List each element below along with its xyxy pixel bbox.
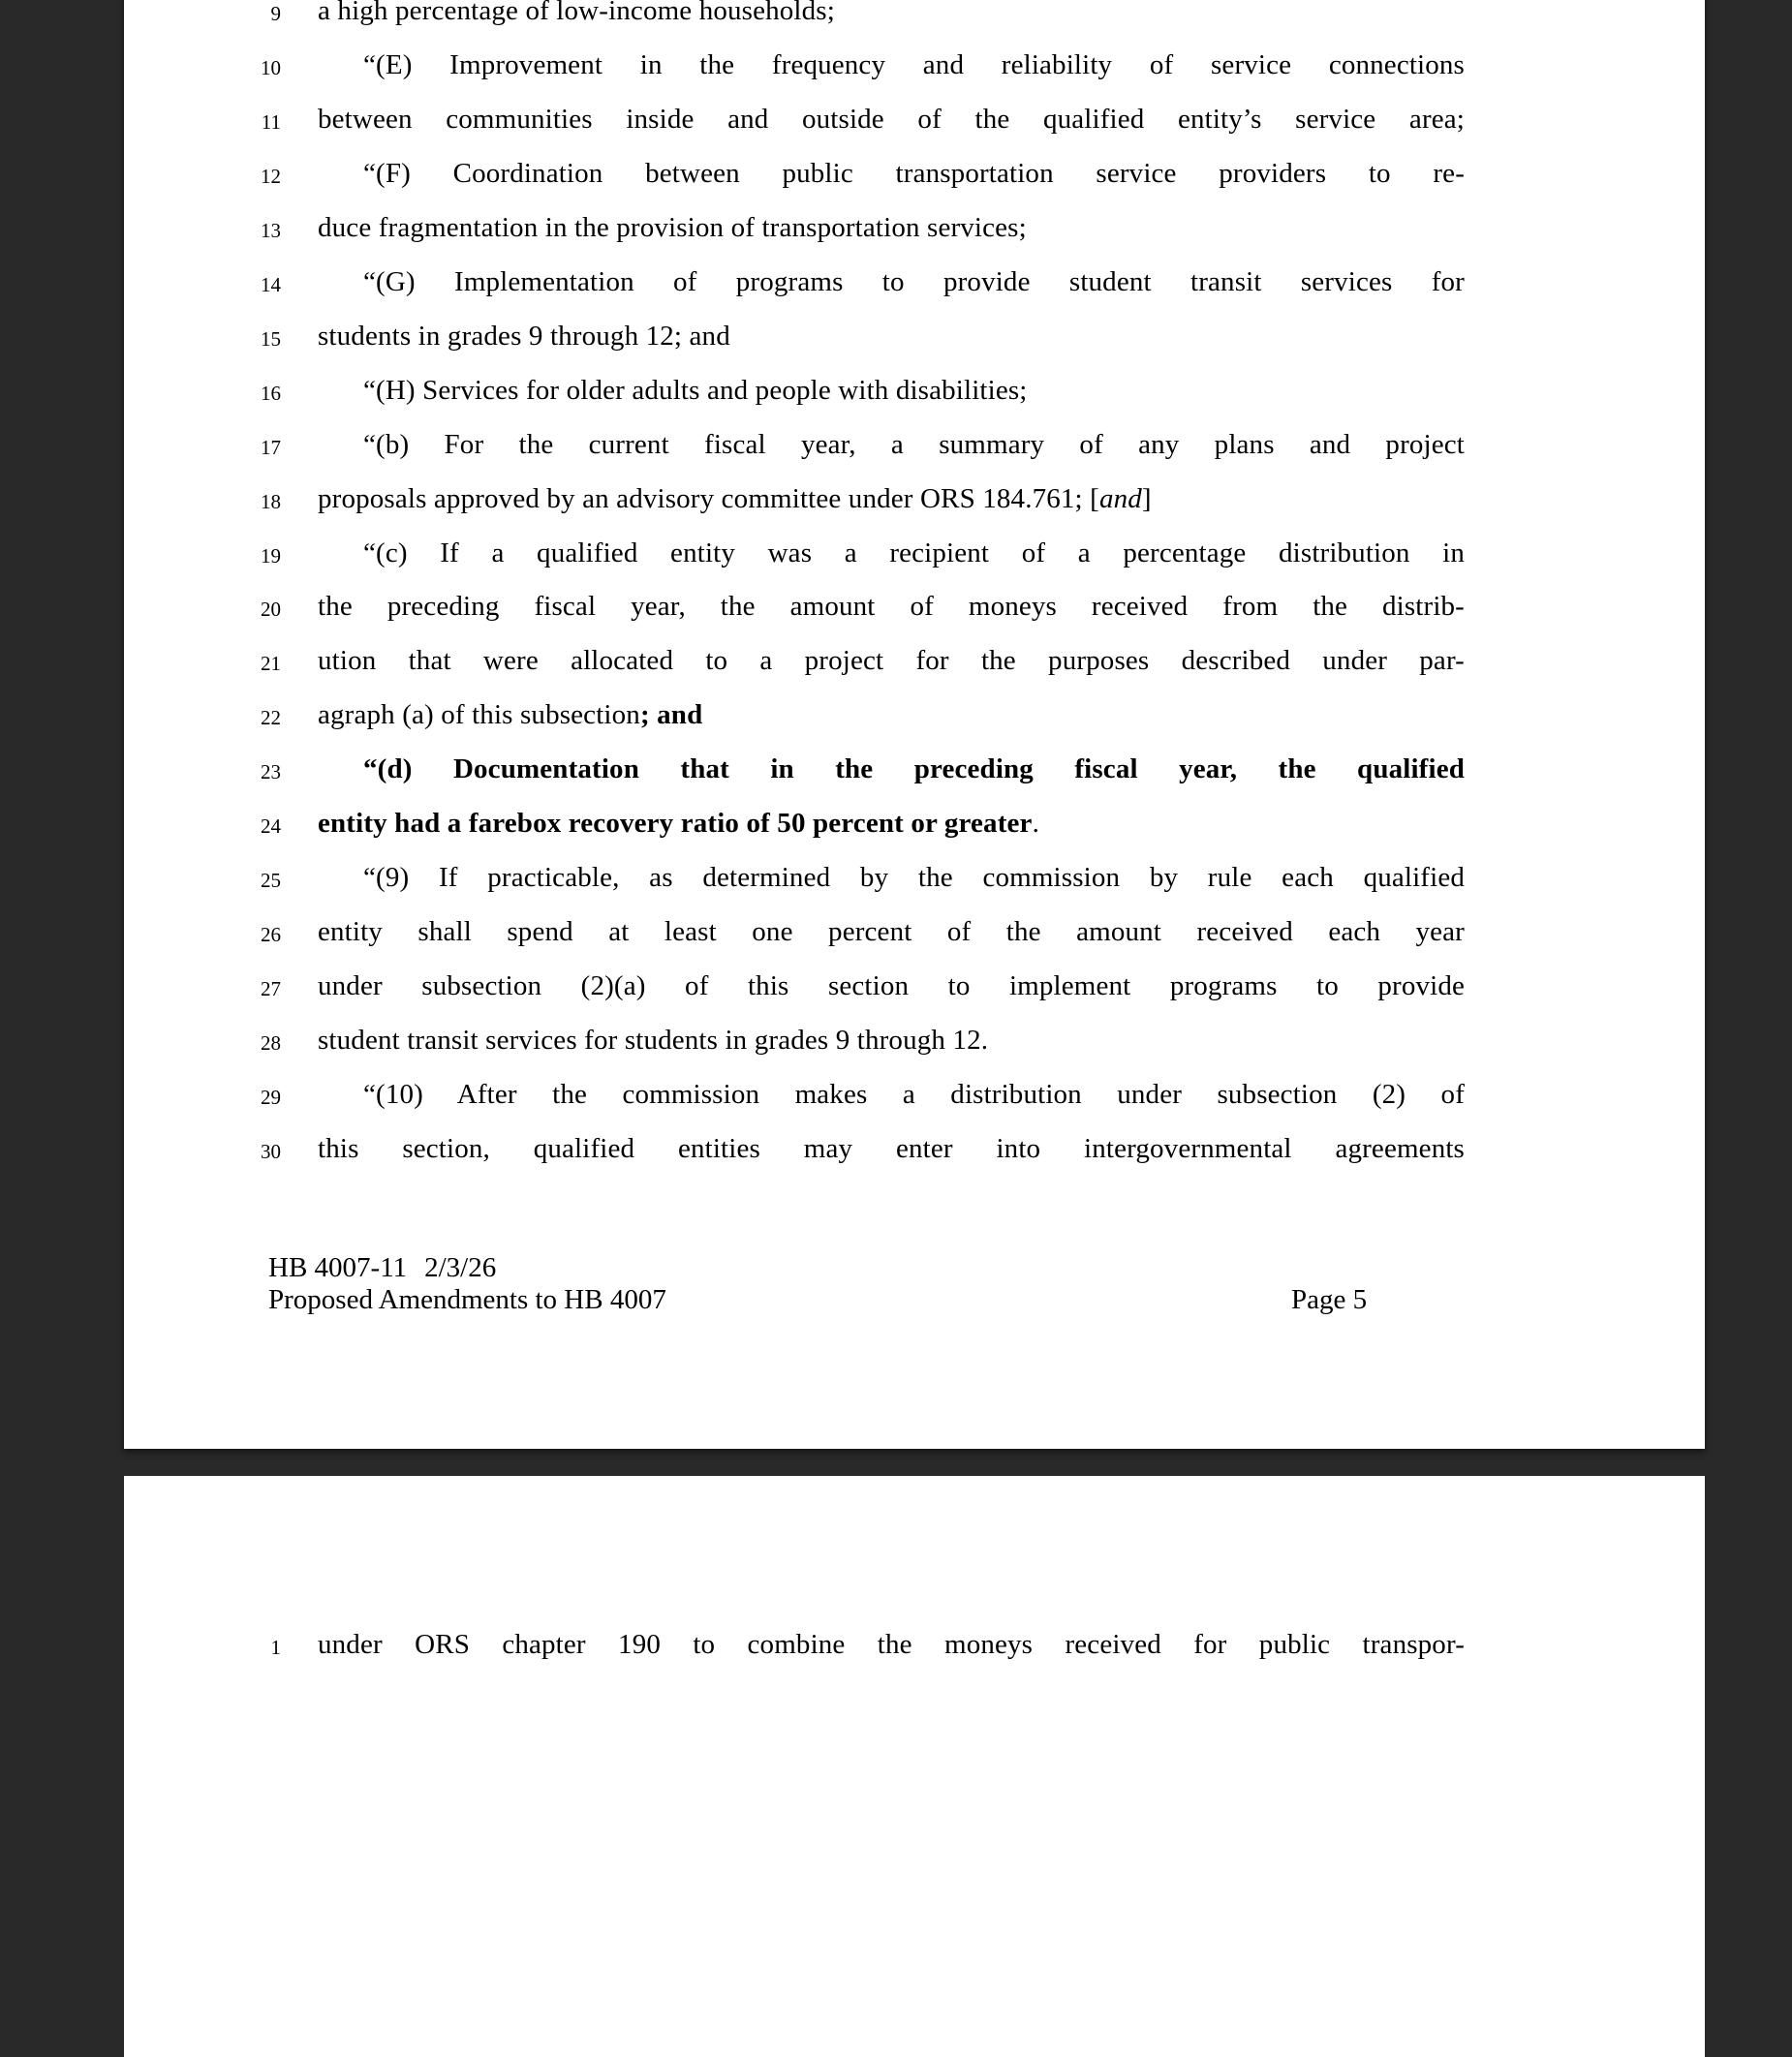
line-text	[363, 374, 1465, 406]
document-line	[124, 211, 1705, 268]
text-run: under subsection (2)(a) of this section to implement programs to provide	[318, 970, 1465, 1002]
document-line	[124, 864, 1705, 918]
line-number: 29	[261, 1086, 281, 1109]
page-footer	[268, 1252, 666, 1316]
text-run: agraph (a) of this subsection	[318, 699, 640, 731]
document-line	[124, 701, 1705, 755]
line-number: 10	[261, 55, 281, 79]
footer-title: Proposed Amendments to HB 4007	[268, 1284, 666, 1315]
text-run: .	[1032, 808, 1039, 840]
text-run: “(9) If practicable, as determined by the commission by rule each qualified	[363, 862, 1465, 894]
line-number: 21	[261, 652, 281, 676]
document-line	[124, 647, 1705, 701]
line-number: 12	[261, 164, 281, 188]
document-line	[124, 48, 1705, 106]
line-text	[318, 1132, 1465, 1164]
line-text	[318, 322, 1465, 351]
line-number: 26	[261, 923, 281, 947]
line-text	[318, 972, 1465, 1000]
line-text	[363, 864, 1465, 892]
line-text	[363, 265, 1465, 297]
inserted-text: entity had a farebox recovery ratio of 50 percent or greater	[318, 808, 1033, 840]
text-run: student transit services for students in grades 9 through 12.	[318, 1025, 989, 1057]
line-number: 15	[261, 326, 281, 351]
document-line	[124, 157, 1705, 214]
text-run: “(c) If a qualified entity was a recipient of a percentage distribution in	[363, 537, 1465, 568]
document-line	[124, 428, 1705, 485]
line-number: 30	[261, 1139, 281, 1163]
line-text	[363, 428, 1465, 460]
line-number: 16	[261, 381, 281, 405]
text-run: ution that were allocated to a project for the purposes described under par-	[318, 645, 1465, 677]
line-number: 1	[270, 1636, 281, 1659]
text-run: “(10) After the commission makes a distribution under subsection (2) of	[363, 1079, 1465, 1110]
line-number: 25	[261, 869, 281, 893]
text-run: students in grades 9 through 12; and	[318, 320, 730, 352]
line-number: 9	[270, 2, 281, 25]
line-text	[363, 1081, 1465, 1109]
text-run: “(E) Improvement in the frequency and reliability of service connections	[363, 48, 1465, 80]
document-line	[124, 482, 1705, 539]
footer-page-number: Page 5	[1291, 1284, 1368, 1315]
line-number: 27	[261, 977, 281, 1001]
line-number: 18	[261, 489, 281, 513]
line-number: 28	[261, 1031, 281, 1056]
line-text	[318, 810, 1465, 838]
document-line	[124, 1027, 1705, 1081]
line-text	[363, 48, 1465, 80]
text-run: entity shall spend at least one percent of the amount received each year	[318, 916, 1465, 948]
line-text	[318, 1027, 1465, 1055]
line-number: 22	[261, 706, 281, 730]
document-line	[124, 972, 1705, 1027]
text-run: duce fragmentation in the provision of transportation services;	[318, 211, 1027, 243]
document-line	[124, 918, 1705, 972]
text-run: the preceding fiscal year, the amount of moneys received from the distrib-	[318, 591, 1465, 623]
line-text	[318, 211, 1465, 243]
line-number: 14	[261, 272, 281, 296]
document-line	[124, 265, 1705, 322]
document-line	[124, 755, 1705, 810]
text-run: “(G) Implementation of programs to provide student transit services for	[363, 265, 1465, 297]
document-line	[124, 539, 1705, 594]
text-run: proposals approved by an advisory committee under ORS 184.761; [	[318, 482, 1099, 514]
line-text	[318, 918, 1465, 946]
line-number: 17	[261, 435, 281, 459]
document-page-6	[124, 1476, 1705, 2057]
line-text	[318, 1631, 1465, 1659]
footer-bill-id: HB 4007-11	[268, 1252, 408, 1283]
text-run: “(H) Services for older adults and people with disabilities;	[363, 374, 1028, 406]
text-run: “(b) For the current fiscal year, a summary of any plans and project	[363, 428, 1465, 460]
line-text	[318, 482, 1465, 514]
footer-bill-line	[268, 1252, 666, 1284]
line-text	[363, 755, 1465, 783]
text-run: under ORS chapter 190 to combine the moneys received for public transpor-	[318, 1629, 1465, 1660]
line-text	[318, 701, 1465, 729]
document-line	[124, 593, 1705, 647]
text-run: ]	[1141, 482, 1152, 514]
line-text	[318, 593, 1465, 621]
document-line	[124, 810, 1705, 864]
line-number: 20	[261, 598, 281, 622]
document-line	[124, 374, 1705, 431]
deleted-text: and	[1098, 482, 1142, 514]
document-line	[124, 0, 1705, 51]
document-line	[124, 1132, 1705, 1189]
line-number: 19	[261, 543, 281, 568]
text-run: a high percentage of low-income households;	[318, 0, 835, 26]
document-page-5	[124, 0, 1705, 1449]
line-number: 13	[261, 218, 281, 242]
document-line	[124, 1631, 1705, 1685]
document-line	[124, 1081, 1705, 1135]
line-number: 24	[261, 814, 281, 839]
text-run: this section, qualified entities may enter into intergovernmental agreements	[318, 1132, 1465, 1164]
footer-date: 2/3/26	[424, 1252, 497, 1283]
line-number: 23	[261, 760, 281, 784]
inserted-text: “(d) Documentation that in the preceding fiscal year, the qualified	[363, 753, 1465, 785]
text-run: “(F) Coordination between public transportation service providers to re-	[363, 157, 1465, 189]
line-text	[318, 647, 1465, 675]
document-line	[124, 103, 1705, 160]
line-number: 11	[261, 109, 281, 134]
line-text	[363, 157, 1465, 189]
line-text	[363, 539, 1465, 568]
document-line	[124, 322, 1705, 377]
line-text	[318, 103, 1465, 135]
inserted-text: ; and	[639, 699, 703, 731]
text-run: between communities inside and outside of the qualified entity’s service area;	[318, 103, 1465, 135]
line-text	[318, 0, 1465, 25]
